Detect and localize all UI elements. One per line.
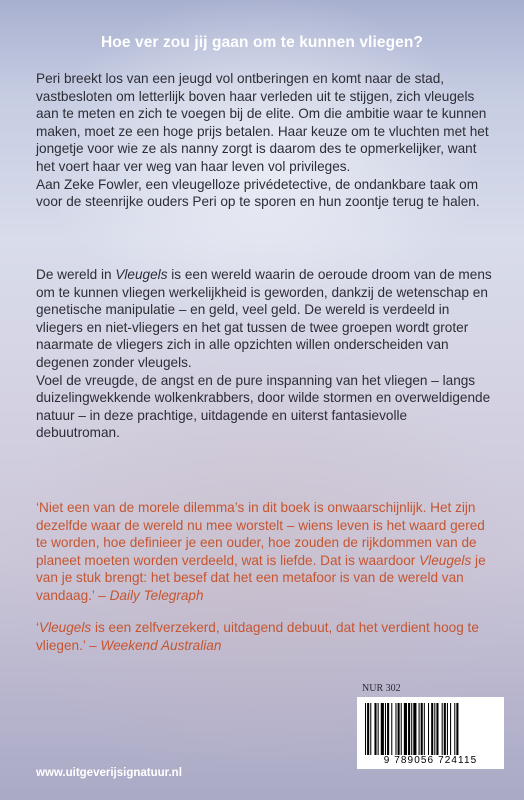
publisher-website[interactable]: www.uitgeverijsignatuur.nl	[36, 767, 182, 779]
text-run: De wereld in	[36, 267, 116, 282]
book-title: Vleugels	[39, 620, 92, 635]
text-run: ‘	[36, 620, 40, 635]
blurb-paragraph: Aan Zeke Fowler, een vleugelloze privédetective, de ondankbare taak om voor de steenrijke ouders Peri op te sporen en hun zoontje terug te halen.	[36, 176, 480, 210]
blurb-paragraph: Peri breekt los van een jeugd vol ontberingen en komt naar de stad, vastbesloten om letterlijk boven haar verleden uit te stijgen, zich vleugels aan te meten en zich te voegen bij de elite. Om die ambitie waar te kunnen maken, moet ze een hoge prijs betalen. Haar keuze om te vluchten met het jongetje voor wie ze als nanny zorgt is daarom des te opmerkelijker, want het voert haar ver weg van haar leven vol privileges.	[36, 71, 489, 174]
blurb-section-1	[36, 70, 492, 211]
text-run: ‘Niet een van de morele dilemma’s in dit boek is onwaarschijnlijk. Het zijn dezelfde waar de wereld nu mee worstelt – wiens leven is het waard gered te worden, hoe definieer je een ouder, hoe zouden de rijkdommen van de planeet moeten worden verdeeld, wat is liefde. Dat is waardoor	[36, 500, 485, 568]
barcode	[357, 697, 504, 769]
quote-source: Daily Telegraph	[109, 587, 204, 603]
text-run: is een wereld waarin de oeroude droom van de mens om te kunnen vliegen werkelijkheid is geworden, dankzij de wetenschap en genetische manipulatie – en geld, veel geld. De wereld is verdeeld in vliegers en niet-vliegers en het gat tussen de twee groepen wordt groter naarmate de vliegers zich in alle opzichten willen onderscheiden van degenen zonder vleugels.	[36, 267, 492, 370]
blurb-paragraph	[36, 266, 492, 372]
review-quote-telegraph	[36, 499, 496, 605]
book-title: Vleugels	[115, 267, 168, 282]
isbn-digits: 9 789056 724115	[383, 755, 478, 766]
text-run: is een zelfverzekerd, uitdagend debuut, dat het verdient hoog te vliegen.’ –	[36, 620, 479, 653]
back-cover-heading: Hoe ver zou jij gaan om te kunnen vliegen?	[100, 34, 423, 51]
review-quote-australian	[36, 619, 496, 654]
nur-code: NUR 302	[362, 683, 401, 694]
text-run: je van je stuk brengt: het besef dat het een metafoor is van de wereld van vandaag.’ –	[36, 552, 486, 603]
quote-source: Weekend Australian	[100, 637, 222, 653]
barcode-icon	[363, 703, 498, 755]
blurb-paragraph: Voel de vreugde, de angst en de pure inspanning van het vliegen – langs duizelingwekkende wolkenkrabbers, door wilde stormen en overweldigende natuur – in deze prachtige, uitdagende en uiterst fantasievolle debuutroman.	[36, 372, 491, 441]
blurb-section-2	[36, 266, 492, 442]
book-title: Vleugels	[419, 552, 472, 568]
